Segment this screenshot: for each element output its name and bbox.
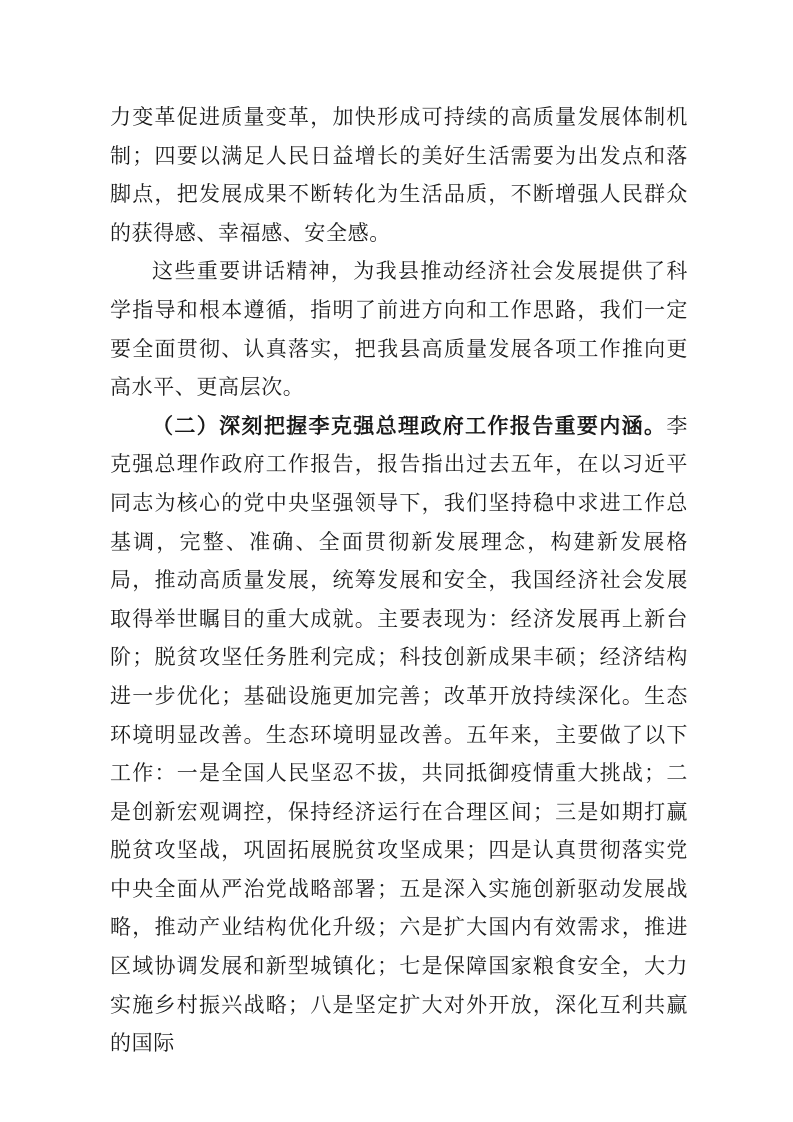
paragraph-body: 李克强总理作政府工作报告，报告指出过去五年，在以习近平同志为核心的党中央坚强领导下，我们坚持稳中求进工作总基调，完整、准确、全面贯彻新发展理念，构建新发展格局，推动高质量发展，统筹发展和安全，我国经济社会发展取得举世瞩目的重大成就。主要表现为：经济发展再上新台阶；脱贫攻坚任务胜利完成；科技创新成果丰硕；经济结构进一步优化；基础设施更加完善；改革开放持续深化。生态环境明显改善。生态环境明显改善。五年来，主要做了以下工作：一是全国人民坚忍不拔，共同抵御疫情重大挑战；二是创新宏观调控，保持经济运行在合理区间；三是如期打赢脱贫攻坚战，巩固拓展脱贫攻坚成果；四是认真贯彻落实党中央全面从严治党战略部署；五是深入实施创新驱动发展战略，推动产业结构优化升级；六是扩大国内有效需求，推进区域协调发展和新型城镇化；七是保障国家粮食安全，大力实施乡村振兴战略；八是坚定扩大对外开放，深化互利共赢的国际 bbox=[110, 413, 688, 1056]
paragraph-speech-spirit: 这些重要讲话精神，为我县推动经济社会发展提供了科学指导和根本遵循，指明了前进方向和工作思路，我们一定要全面贯彻、认真落实，把我县高质量发展各项工作推向更高水平、更高层次。 bbox=[110, 259, 688, 400]
paragraph-government-report bbox=[110, 407, 688, 1063]
body-text bbox=[110, 98, 688, 1063]
section-heading: （二）深刻把握李克强总理政府工作报告重要内涵。 bbox=[152, 412, 667, 438]
paragraph-continuation: 力变革促进质量变革，加快形成可持续的高质量发展体制机制；四要以满足人民日益增长的美好生活需要为出发点和落脚点，把发展成果不断转化为生活品质，不断增强人民群众的获得感、幸福感、安全感。 bbox=[110, 105, 688, 245]
